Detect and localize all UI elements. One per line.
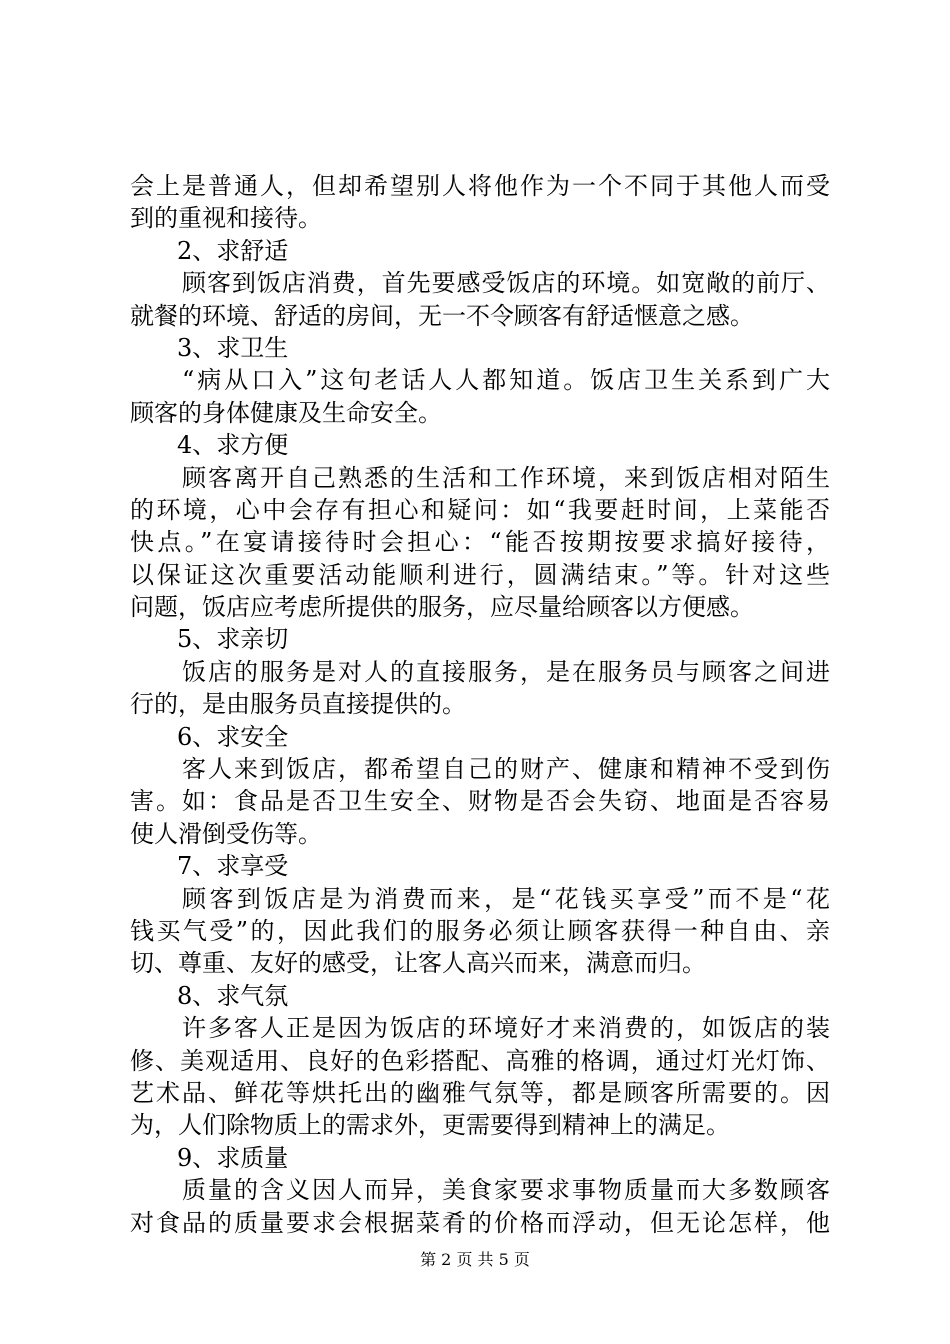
- text-line: 饭店的服务是对人的直接服务，是在服务员与顾客之间进: [182, 657, 830, 686]
- text-line: 艺术品、鲜花等烘托出的幽雅气氛等，都是顾客所需要的。因: [130, 1078, 830, 1107]
- document-body: [130, 170, 830, 1239]
- section-heading: 7、求享受: [177, 852, 289, 881]
- text-line: 以保证这次重要活动能顺利进行，圆满结束。”等。针对这些: [130, 560, 830, 589]
- text-line: 问题，饭店应考虑所提供的服务，应尽量给顾客以方便感。: [130, 593, 754, 622]
- text-line: 许多客人正是因为饭店的环境好才来消费的，如饭店的装: [182, 1014, 830, 1043]
- text-line: 钱买气受”的，因此我们的服务必须让顾客获得一种自由、亲: [130, 916, 830, 945]
- text-line: “病从口入”这句老话人人都知道。饭店卫生关系到广大: [182, 366, 830, 395]
- section-heading: 5、求亲切: [177, 625, 289, 654]
- text-line: 对食品的质量要求会根据菜肴的价格而浮动，但无论怎样，他: [130, 1208, 830, 1237]
- text-line: 就餐的环境、舒适的房间，无一不令顾客有舒适惬意之感。: [130, 301, 754, 330]
- text-line: 顾客的身体健康及生命安全。: [130, 398, 442, 427]
- page-footer: [0, 1247, 950, 1270]
- text-line: 质量的含义因人而异，美食家要求事物质量而大多数顾客: [182, 1176, 830, 1205]
- section-heading: 9、求质量: [177, 1143, 289, 1172]
- text-line: 客人来到饭店，都希望自己的财产、健康和精神不受到伤: [182, 755, 830, 784]
- text-line: 切、尊重、友好的感受，让客人高兴而来，满意而归。: [130, 949, 706, 978]
- text-line: 行的，是由服务员直接提供的。: [130, 690, 466, 719]
- text-line: 到的重视和接待。: [130, 204, 322, 233]
- text-line: 修、美观适用、良好的色彩搭配、高雅的格调，通过灯光灯饰、: [130, 1046, 830, 1075]
- section-heading: 6、求安全: [177, 722, 289, 751]
- text-line: 的环境，心中会存有担心和疑问：如“我要赶时间，上菜能否: [130, 495, 830, 524]
- text-line: 为，人们除物质上的需求外，更需要得到精神上的满足。: [130, 1111, 730, 1140]
- section-heading: 4、求方便: [177, 431, 289, 460]
- text-line: 顾客到饭店消费，首先要感受饭店的环境。如宽敞的前厅、: [182, 269, 830, 298]
- text-line: 会上是普通人，但却希望别人将他作为一个不同于其他人而受: [130, 172, 830, 200]
- section-heading: 2、求舒适: [177, 236, 289, 265]
- text-line: 害。如：食品是否卫生安全、财物是否会失窃、地面是否容易: [130, 787, 830, 816]
- text-line: 快点。”在宴请接待时会担心：“能否按期按要求搞好接待，: [130, 528, 830, 557]
- section-heading: 8、求气氛: [177, 981, 289, 1010]
- page-number-text: 第 2 页 共 5 页: [420, 1250, 530, 1269]
- section-heading: 3、求卫生: [177, 333, 289, 362]
- text-line: 顾客到饭店是为消费而来，是“花钱买享受”而不是“花: [182, 884, 830, 913]
- text-line: 顾客离开自己熟悉的生活和工作环境，来到饭店相对陌生: [182, 463, 830, 492]
- text-line: 使人滑倒受伤等。: [130, 819, 322, 848]
